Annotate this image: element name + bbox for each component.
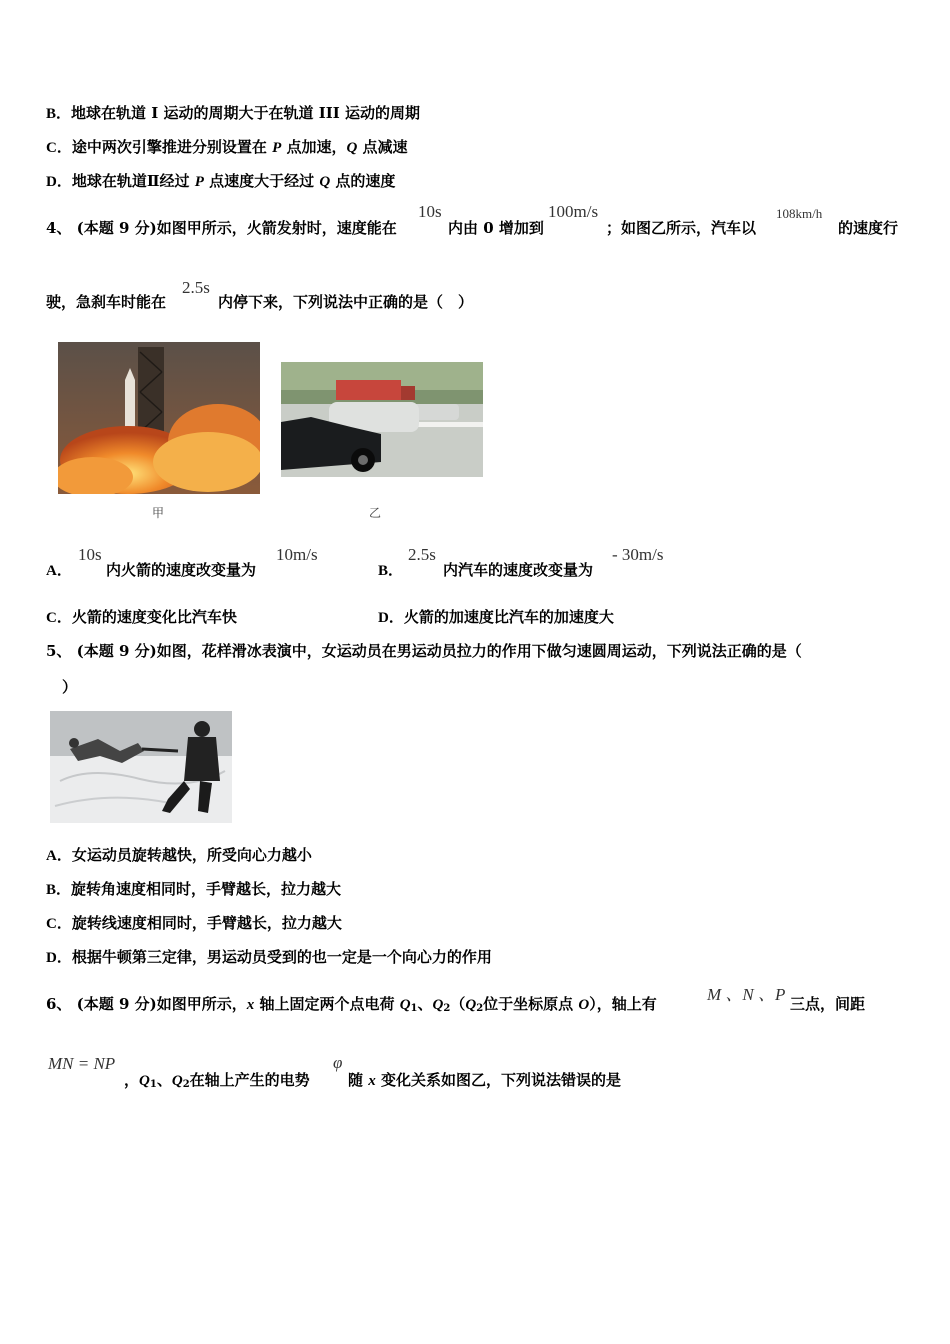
option-text: 点减速 <box>357 138 408 156</box>
option-letter: B． <box>378 563 404 579</box>
option-letter: B． <box>46 882 72 898</box>
point-p: P <box>194 174 204 190</box>
option-letter: A． <box>46 563 72 579</box>
q4-option-b-math-2: - 30m/s <box>612 545 664 564</box>
q6-math-mnp: M 、N 、P <box>707 985 786 1004</box>
stem-text: 变化关系如图乙，下列说法错误的是 <box>375 1071 621 1089</box>
q4-option-b-math-1: 2.5s <box>408 545 436 564</box>
point-p: P <box>272 140 282 156</box>
option-letter: D． <box>46 174 72 190</box>
option-letter: C． <box>46 916 72 932</box>
q4-option-c <box>46 607 237 628</box>
separator: 、 <box>156 1071 172 1089</box>
q4-option-a-letter <box>46 560 72 581</box>
q6-stem-line2-end <box>348 1070 621 1091</box>
q4-stem-line2-part2: 内停下来，下列说法中正确的是（ ） <box>218 293 474 311</box>
option-text: 途中两次引擎推进分别设置在 <box>71 138 273 156</box>
q5-stem-line1: 5、 (本题 9 分)如图，花样滑冰表演中，女运动员在男运动员拉力的作用下做匀速圆周运动，下列说法正确的是（ <box>46 642 802 660</box>
point-q: Q <box>346 140 358 156</box>
option-text: 旋转角速度相同时，手臂越长，拉力越大 <box>71 880 342 898</box>
q4-option-b-letter <box>378 560 403 581</box>
q3-option-b <box>46 103 420 124</box>
point-q: Q <box>319 174 331 190</box>
option-letter: D． <box>378 610 404 626</box>
q4-option-d <box>378 607 614 628</box>
subscript: 1 <box>410 1003 418 1014</box>
charge-q1: Q <box>139 1073 150 1089</box>
subscript: 2 <box>476 1003 484 1014</box>
option-text: 根据牛顿第三定律，男运动员受到的也一定是一个向心力的作用 <box>71 948 492 966</box>
rocket-launch-image <box>58 342 260 494</box>
stem-text: 随 <box>348 1071 369 1089</box>
q5-option-b <box>46 879 341 900</box>
q3-option-d <box>46 171 395 192</box>
q4-stem-part4: 的速度行 <box>838 219 899 237</box>
option-letter: C． <box>46 140 72 156</box>
charge-q2: Q <box>465 997 477 1013</box>
caption-right: 乙 <box>369 506 382 520</box>
origin-o: O <box>578 997 590 1013</box>
option-letter: D． <box>46 950 72 966</box>
stem-text: ），轴上有 <box>589 995 657 1013</box>
option-text: 地球在轨道Ⅱ经过 <box>71 172 195 190</box>
subscript: 1 <box>149 1079 157 1090</box>
q4-option-a-math-1: 10s <box>78 545 102 564</box>
option-letter: A． <box>46 848 72 864</box>
q4-stem-part3: ；如图乙所示，汽车以 <box>606 219 757 237</box>
subscript: 2 <box>182 1079 190 1090</box>
option-letter: B． <box>46 106 72 122</box>
car-braking-image <box>281 362 483 477</box>
q4-math-10s: 10s <box>418 202 442 221</box>
q4-math-100ms: 100m/s <box>548 202 599 221</box>
q5-option-c <box>46 913 342 934</box>
q6-math-mn-np: MN = NP <box>48 1054 116 1073</box>
q4-option-a-math-2: 10m/s <box>276 545 318 564</box>
option-text: 地球在轨道 I 运动的周期大于在轨道 III 运动的周期 <box>71 104 420 122</box>
q4-math-25s: 2.5s <box>182 278 210 297</box>
stem-text: 在轴上产生的电势 <box>189 1071 310 1089</box>
q4-stem-part1: 4、 (本题 9 分)如图甲所示，火箭发射时，速度能在 <box>46 219 397 237</box>
figure-skating-image <box>50 711 232 823</box>
q3-option-c <box>46 137 408 158</box>
option-text: 点速度大于经过 <box>203 172 320 190</box>
paren: （ <box>450 995 466 1013</box>
q6-stem-line1-end: 三点，间距 <box>790 995 866 1013</box>
option-text: 火箭的加速度比汽车的加速度大 <box>403 608 614 626</box>
option-letter: C． <box>46 610 72 626</box>
q4-math-108kmh: 108km/h <box>776 206 823 221</box>
option-text: 点的速度 <box>330 172 396 190</box>
q6-stem-line2 <box>124 1070 310 1095</box>
subscript: 2 <box>443 1003 451 1014</box>
option-text: 旋转线速度相同时，手臂越长，拉力越大 <box>71 914 342 932</box>
stem-text: ， <box>124 1071 140 1089</box>
q4-option-b-text: 内汽车的速度改变量为 <box>443 561 594 579</box>
q6-math-phi: φ <box>333 1053 343 1072</box>
q4-stem-line2-part1: 驶，急刹车时能在 <box>46 293 167 311</box>
q4-stem-part2: 内由 0 增加到 <box>448 219 544 237</box>
stem-text: 轴上固定两个点电荷 <box>254 995 400 1013</box>
option-text: 火箭的速度变化比汽车快 <box>71 608 237 626</box>
charge-q2: Q <box>171 1073 183 1089</box>
charge-q2: Q <box>432 997 444 1013</box>
charge-q1: Q <box>399 997 411 1013</box>
variable-x: x <box>368 1073 376 1089</box>
q6-stem-line1 <box>46 994 657 1019</box>
stem-text: 位于坐标原点 <box>483 995 579 1013</box>
q5-option-a <box>46 845 312 866</box>
q4-option-a-text: 内火箭的速度改变量为 <box>106 561 257 579</box>
q5-option-d <box>46 947 492 968</box>
separator: 、 <box>417 995 433 1013</box>
option-text: 女运动员旋转越快，所受向心力越小 <box>71 846 312 864</box>
q5-stem-line2: ） <box>62 678 78 696</box>
option-text: 点加速， <box>281 138 347 156</box>
caption-left: 甲 <box>152 506 165 520</box>
stem-text: 6、 (本题 9 分)如图甲所示， <box>46 995 247 1013</box>
variable-x: x <box>246 997 255 1013</box>
